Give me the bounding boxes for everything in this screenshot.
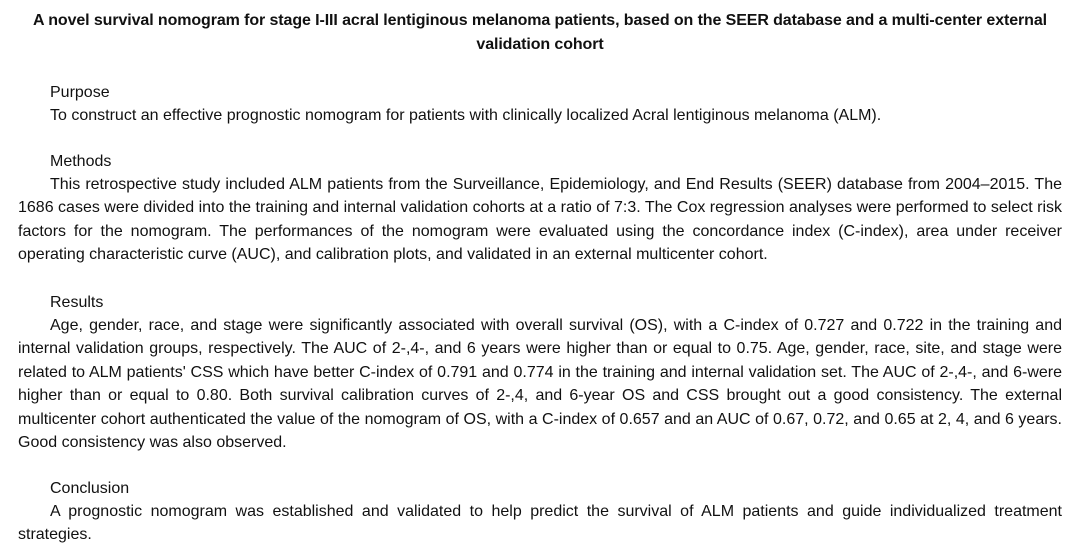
results-section: [18, 291, 1062, 454]
methods-section: [18, 150, 1062, 267]
conclusion-section: [18, 477, 1062, 547]
methods-heading: Methods: [50, 153, 112, 170]
conclusion-text: A prognostic nomogram was established and validated to help predict the survival of ALM patients and guide individualized treatment strategies.: [18, 503, 1062, 544]
methods-text: This retrospective study included ALM patients from the Surveillance, Epidemiology, and End Results (SEER) database from 2004–2015. The 1686 cases were divided into the training and internal validation cohorts at a ratio of 7:3. The Cox regression analyses were performed to select risk factors for the nomogram. The performances of the nomogram were evaluated using the concordance index (C-index), area under receiver operating characteristic curve (AUC), and calibration plots, and validated in an external multicenter cohort.: [18, 176, 1062, 264]
purpose-heading: Purpose: [50, 84, 110, 101]
purpose-section: [18, 81, 1062, 127]
results-text: Age, gender, race, and stage were significantly associated with overall survival (OS), with a C-index of 0.727 and 0.722 in the training and internal validation groups, respectively. The AUC of 2-,4-, and 6 years were higher than or equal to 0.75. Age, gender, race, site, and stage were related to ALM patients' CSS which have better C-index of 0.791 and 0.774 in the training and internal validation set. The AUC of 2-,4-, and 6-were higher than or equal to 0.80. Both survival calibration curves of 2-,4, and 6-year OS and CSS brought out a good consistency. The external multicenter cohort authenticated the value of the nomogram of OS, with a C-index of 0.657 and an AUC of 0.67, 0.72, and 0.65 at 2, 4, and 6 years. Good consistency was also observed.: [18, 317, 1062, 452]
results-heading: Results: [50, 294, 104, 311]
paper-title: A novel survival nomogram for stage I-III acral lentiginous melanoma patients, based on the SEER database and a multi-center external validation cohort: [33, 12, 1047, 53]
purpose-text: To construct an effective prognostic nomogram for patients with clinically localized Acral lentiginous melanoma (ALM).: [50, 107, 882, 124]
conclusion-heading: Conclusion: [50, 480, 130, 497]
